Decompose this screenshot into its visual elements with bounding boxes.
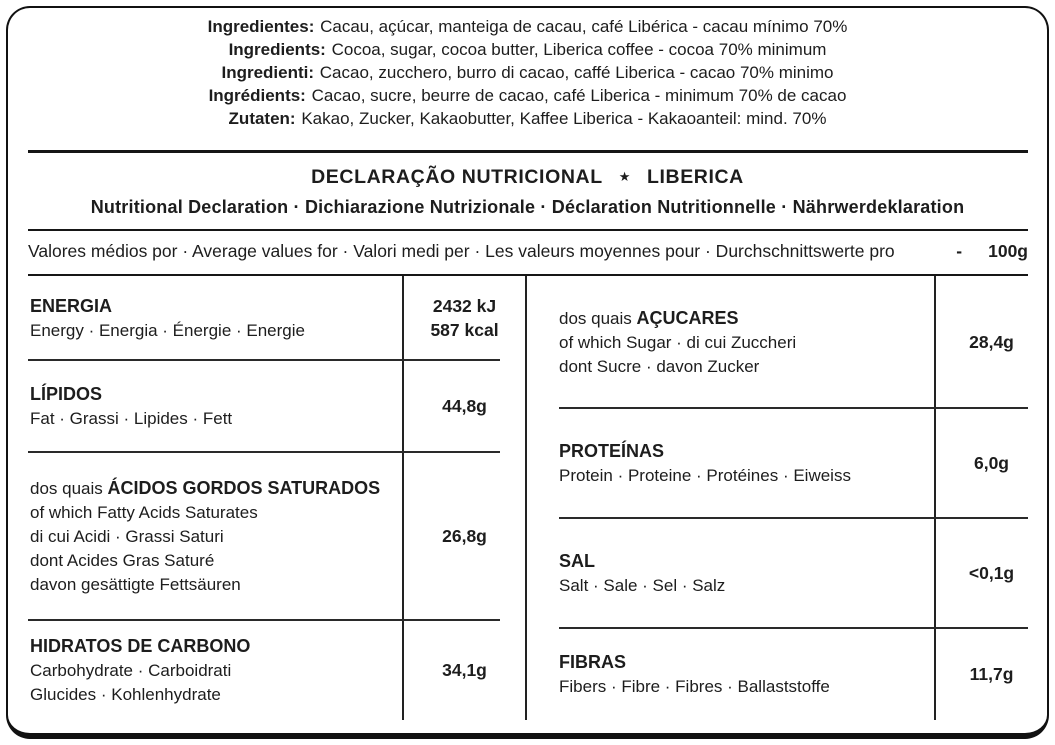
- nutrient-translations: di cui Acidi · Grassi Saturi: [30, 526, 224, 546]
- row-energy: [0, 276, 525, 360]
- nutrient-translations: of which Fatty Acids Saturates: [30, 502, 258, 522]
- nutrient-label: [527, 518, 934, 628]
- nutrient-label: [527, 408, 934, 518]
- ingredients-lead: Ingrédients:: [208, 86, 306, 105]
- row-carbohydrate: [0, 620, 525, 720]
- serving-amount: 100g: [988, 241, 1028, 261]
- nutrient-translations: davon gesättigte Fettsäuren: [30, 574, 241, 594]
- nutrient-label: [0, 276, 402, 360]
- nutrient-title: dos quais ÁCIDOS GORDOS SATURADOS: [30, 477, 381, 498]
- ingredients-lead: Ingredientes:: [207, 17, 315, 36]
- nutrient-translations: dont Sucre · davon Zucker: [559, 356, 760, 376]
- nutrient-value: [934, 276, 1047, 408]
- ingredients-text: Cacao, zucchero, burro di cacao, caffé Liberica - cacao 70% minimo: [319, 63, 834, 82]
- nutrient-title: LÍPIDOS: [30, 383, 103, 404]
- nutrient-value: [402, 620, 525, 720]
- nutrient-title: FIBRAS: [559, 651, 626, 672]
- row-salt: [527, 518, 1047, 628]
- declaration-subtitle: Nutritional Declaration · Dichiarazione Nutrizionale · Déclaration Nutritionnelle · Nährwerdeklaration: [90, 197, 965, 217]
- ingredients-line-de: [20, 107, 1035, 130]
- ingredients-lead: Ingredients:: [228, 40, 326, 59]
- brand-name: LIBERICA: [646, 166, 744, 188]
- nutrient-label: [0, 452, 402, 620]
- nutrient-translations: Salt · Sale · Sel · Salz: [559, 575, 726, 595]
- nutrient-prefix: dos quais: [559, 308, 637, 328]
- nutrient-value: [934, 408, 1047, 518]
- nutrient-title: SAL: [559, 550, 595, 571]
- ingredients-lead: Zutaten:: [228, 109, 296, 128]
- value-line: 34,1g: [442, 660, 487, 680]
- nutrient-title: dos quais AÇUCARES: [559, 307, 739, 328]
- ingredients-line-fr: [20, 84, 1035, 107]
- value-line: <0,1g: [968, 563, 1015, 583]
- value-line: 44,8g: [442, 396, 487, 416]
- ingredients-text: Cacao, sucre, beurre de cacao, café Liberica - minimum 70% de cacao: [311, 86, 847, 105]
- nutrient-label: [527, 628, 934, 720]
- row-protein: [527, 408, 1047, 518]
- nutrient-label: [0, 360, 402, 452]
- average-values-text: Valores médios por · Average values for · Valori medi per · Les valeurs moyennes pour · Durchschnittswerte pro: [28, 241, 895, 261]
- declaration-title-pt: DECLARAÇÃO NUTRICIONAL: [311, 166, 603, 188]
- nutrient-value: [402, 276, 525, 360]
- ingredients-lead: Ingredienti:: [221, 63, 315, 82]
- value-line: 6,0g: [973, 453, 1010, 473]
- average-values-dash: -: [956, 241, 963, 261]
- nutrient-translations: dont Acides Gras Saturé: [30, 550, 215, 570]
- ingredients-line-it: [20, 61, 1035, 84]
- value-line: 11,7g: [969, 664, 1014, 684]
- ingredients-line-en: [20, 38, 1035, 61]
- row-saturated-fat: [0, 452, 525, 620]
- row-fiber: [527, 628, 1047, 720]
- nutrient-translations: Protein · Proteine · Protéines · Eiweiss: [559, 465, 851, 485]
- divider-thin-top: [28, 229, 1028, 231]
- ingredients-text: Cocoa, sugar, cocoa butter, Liberica coffee - cocoa 70% minimum: [331, 40, 827, 59]
- nutrient-value: [934, 518, 1047, 628]
- nutrition-table: [0, 276, 1047, 720]
- nutrient-translations: Fibers · Fibre · Fibres · Ballaststoffe: [559, 676, 830, 696]
- divider-thick: [28, 150, 1028, 153]
- nutrient-translations: Glucides · Kohlenhydrate: [30, 684, 221, 704]
- nutrient-prefix: dos quais: [30, 478, 108, 498]
- nutrient-title: PROTEÍNAS: [559, 440, 665, 461]
- ingredients-line-pt: [20, 15, 1035, 38]
- nutrient-label: [0, 620, 402, 720]
- ingredients-text: Kakao, Zucker, Kakaobutter, Kaffee Liberica - Kakaoanteil: mind. 70%: [301, 109, 827, 128]
- star-icon: ★: [618, 169, 631, 184]
- nutrient-translations: Carbohydrate · Carboidrati: [30, 660, 232, 680]
- nutrient-label: [527, 276, 934, 408]
- nutrient-translations: Energy · Energia · Énergie · Energie: [30, 320, 305, 340]
- nutrition-table-left-column: [0, 276, 525, 720]
- nutrient-title: ENERGIA: [30, 295, 113, 316]
- value-line: 2432 kJ: [432, 296, 497, 316]
- ingredients-text: Cacau, açúcar, manteiga de cacau, café Libérica - cacau mínimo 70%: [320, 17, 848, 36]
- nutrient-translations: Fat · Grassi · Lipides · Fett: [30, 408, 233, 428]
- value-line: 587 kcal: [430, 320, 499, 340]
- nutrient-title: HIDRATOS DE CARBONO: [30, 635, 251, 656]
- value-line: 28,4g: [969, 332, 1014, 352]
- nutrition-table-right-column: [525, 276, 1047, 720]
- nutrient-value: [402, 360, 525, 452]
- declaration-title: [0, 166, 1055, 189]
- ingredients-block: [20, 15, 1035, 130]
- nutrient-value: [402, 452, 525, 620]
- average-values-row: [28, 241, 1028, 262]
- nutrient-value: [934, 628, 1047, 720]
- row-sugars: [527, 276, 1047, 408]
- value-line: 26,8g: [442, 526, 487, 546]
- row-fat: [0, 360, 525, 452]
- nutrient-translations: of which Sugar · di cui Zuccheri: [559, 332, 797, 352]
